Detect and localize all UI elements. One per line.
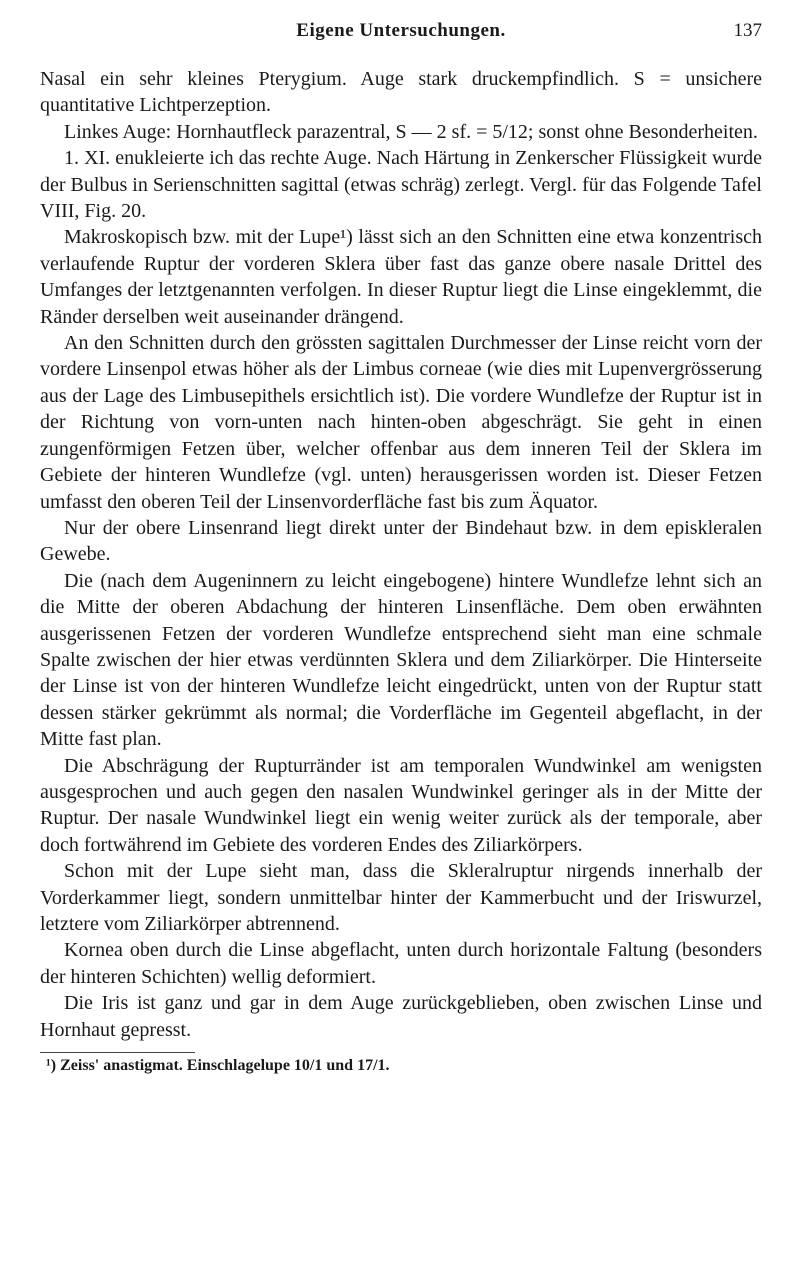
footnote-rule xyxy=(40,1052,195,1053)
paragraph: Linkes Auge: Hornhautfleck parazentral, S — 2 sf. = 5/12; sonst ohne Besonderheiten. xyxy=(64,120,758,143)
paragraph: Die Iris ist ganz und gar in dem Auge zurückgeblieben, oben zwischen Linse und Hornhaut gepresst. xyxy=(40,992,762,1041)
paragraph: Kornea oben durch die Linse abgeflacht, unten durch horizontale Faltung (besonders der hinteren Schichten) wellig deformiert. xyxy=(40,939,762,988)
paragraph: Nur der obere Linsenrand liegt direkt unter der Bindehaut bzw. in dem episkleralen Gewebe. xyxy=(40,516,762,566)
page-number: 137 xyxy=(733,20,762,41)
running-title: Eigene Untersuchungen. xyxy=(296,20,506,41)
page-header xyxy=(40,20,762,50)
paragraph: Die (nach dem Augeninnern zu leicht eingebogene) hintere Wundlefze lehnt sich an die Mitte der oberen Abdachung der hinteren Linsenfläche. Dem oben erwähnten ausgerissenen Fetzen der vorderen Wundlefze entsprechend sieht man eine schmale Spalte zwischen der hier etwas verdünnten Sklera und dem Ziliarkörper. Die Hinterseite der Linse ist von der hinteren Wundlefze leicht eingedrückt, unten von der Ruptur statt dessen stärker gekrümmt als normal; die Vorderfläche im Gegenteil abgeflacht, in der Mitte fast plan. xyxy=(40,569,762,751)
footnote: ¹) Zeiss' anastigmat. Einschlagelupe 10/1 und 17/1. xyxy=(46,1057,390,1075)
body-text xyxy=(40,66,762,1043)
book-page xyxy=(40,20,762,1075)
paragraph: Nasal ein sehr kleines Pterygium. Auge stark druckempfindlich. S = unsichere quantitative Lichtperzeption. xyxy=(40,68,762,117)
paragraph: 1. XI. enukleierte ich das rechte Auge. Nach Härtung in Zenkerscher Flüssigkeit wurde der Bulbus in Serienschnitten sagittal (etwas schräg) zerlegt. Vergl. für das Folgende Tafel VIII, Fig. 20. xyxy=(40,147,762,223)
paragraph: An den Schnitten durch den grössten sagittalen Durchmesser der Linse reicht vorn der vordere Linsenpol etwas höher als der Limbus corneae (wie dies mit Lupenvergrösserung aus der Lage des Limbusepithels ersichtlich ist). Die vordere Wundlefze der Ruptur ist in der Richtung von vorn-unten nach hinten-oben abgeschrägt. Sie geht in einen zungenförmigen Fetzen über, welcher offenbar aus dem inneren Teil der Sklera im Gebiete der hinteren Wundlefze (vgl. unten) herausgerissen worden ist. Dieser Fetzen umfasst den oberen Teil der Linsenvorderfläche fast bis zum Äquator. xyxy=(40,332,762,513)
paragraph: Makroskopisch bzw. mit der Lupe¹) lässt sich an den Schnitten eine etwa konzentrisch verlaufende Ruptur der vorderen Sklera über fast das ganze obere nasale Drittel des Umfanges der letztgenannten verfolgen. In dieser Ruptur liegt die Linse eingeklemmt, die Ränder derselben weit auseinander drängend. xyxy=(40,226,762,328)
paragraph: Schon mit der Lupe sieht man, dass die Skleralruptur nirgends innerhalb der Vorderkammer liegt, sondern unmittelbar hinter der Kammerbucht und der Iriswurzel, letztere vom Ziliarkörper abtrennend. xyxy=(40,860,762,935)
paragraph: Die Abschrägung der Rupturränder ist am temporalen Wundwinkel am wenigsten ausgesprochen und auch gegen den nasalen Wundwinkel geringer als in der Mitte der Ruptur. Der nasale Wundwinkel liegt ein wenig weiter zurück als der temporale, aber doch fortwährend im Gebiete des vorderen Endes des Ziliarkörpers. xyxy=(40,754,762,856)
